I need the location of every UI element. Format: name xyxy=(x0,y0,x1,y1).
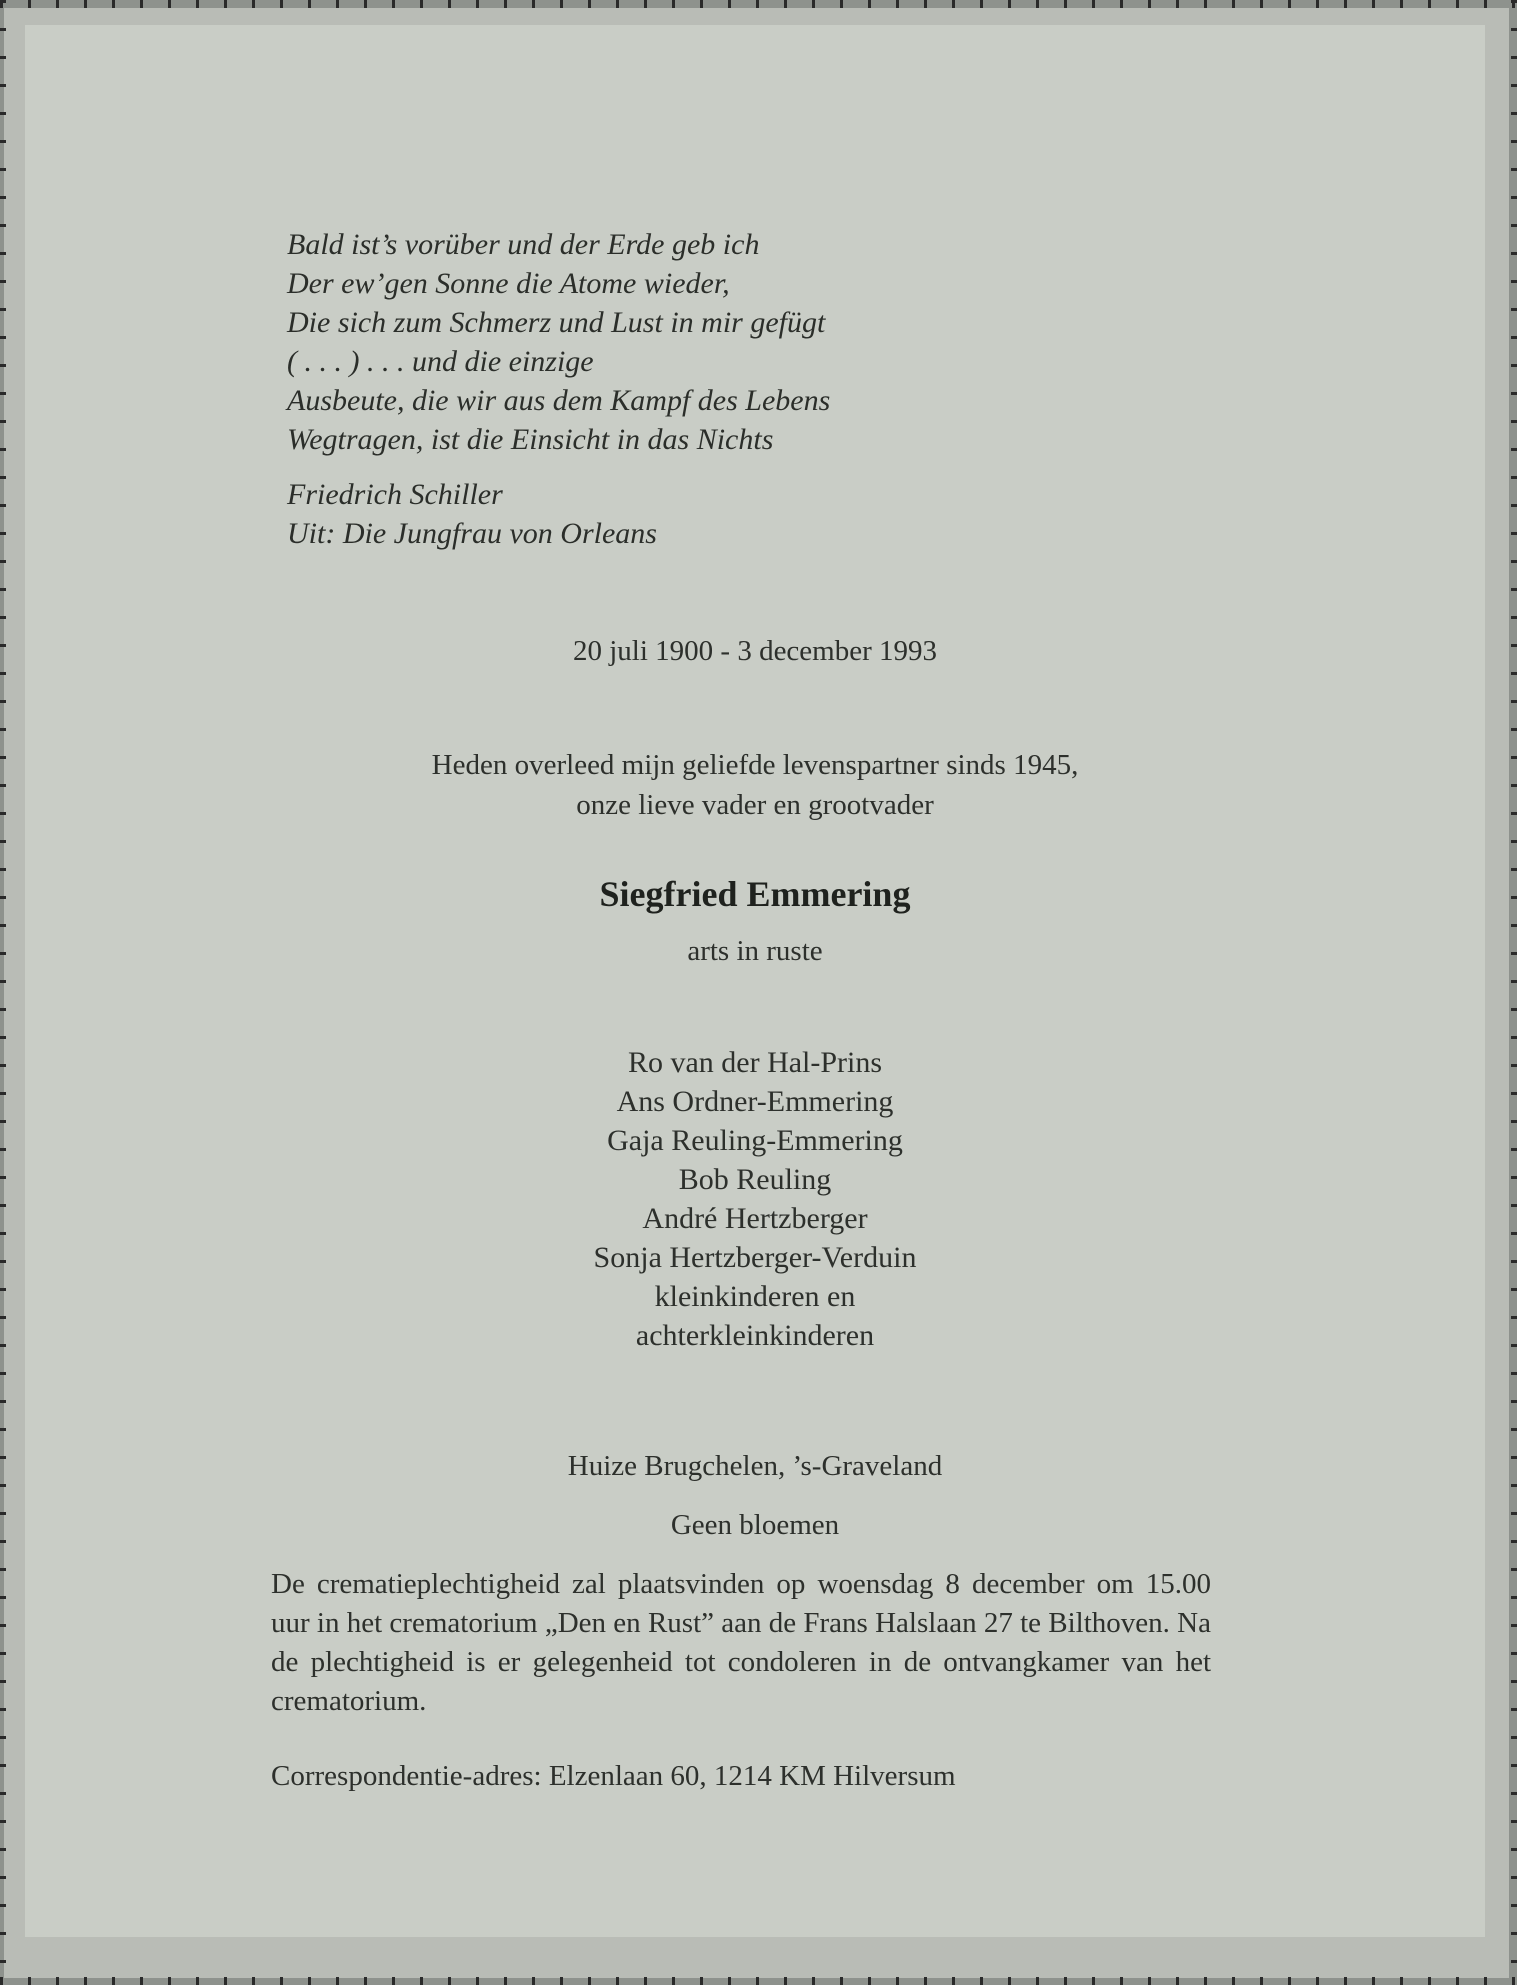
scale-ruler-left xyxy=(0,0,6,1985)
scale-ruler-bottom xyxy=(0,1977,1517,1985)
cremation-paragraph: De crematieplechtigheid zal plaatsvinden op woensdag 8 december om 15.00 uur in het crematorium „Den en Rust” aan de Frans Halslaan 27 te Bilthoven. Na de plechtigheid is er gelegenheid tot condoleren in de ontvangkamer van het crematorium. xyxy=(271,1568,1211,1717)
announcement xyxy=(25,745,1485,825)
correspondence-address: Correspondentie-adres: Elzenlaan 60, 1214 KM Hilversum xyxy=(271,1760,956,1792)
poem-line: Wegtragen, ist die Einsicht in das Nichts xyxy=(287,423,774,456)
family-member: André Hertzberger xyxy=(642,1202,868,1235)
poem-line: Die sich zum Schmerz und Lust in mir gefügt xyxy=(287,306,826,339)
announcement-line: Heden overleed mijn geliefde levenspartner sinds 1945, xyxy=(431,749,1079,781)
scale-ruler-right xyxy=(1511,0,1517,1985)
family-member: Sonja Hertzberger-Verduin xyxy=(593,1241,917,1274)
life-dates: 20 juli 1900 - 3 december 1993 xyxy=(572,635,938,667)
poem-quote xyxy=(287,225,830,553)
family-member: Ro van der Hal-Prins xyxy=(627,1046,883,1079)
announcement-line: onze lieve vader en grootvader xyxy=(576,789,934,821)
poem-line: ( . . . ) . . . und die einzige xyxy=(287,345,594,378)
family-list xyxy=(25,1043,1485,1355)
poem-author: Friedrich Schiller xyxy=(287,478,503,511)
poem-line: Bald ist’s vorüber und der Erde geb ich xyxy=(287,228,760,261)
mourning-card xyxy=(25,25,1485,1937)
family-member: Gaja Reuling-Emmering xyxy=(607,1124,903,1157)
flowers-note: Geen bloemen xyxy=(670,1509,840,1541)
family-member: Ans Ordner-Emmering xyxy=(616,1085,894,1118)
poem-line: Ausbeute, die wir aus dem Kampf des Lebens xyxy=(287,384,831,417)
home-address: Huize Brugchelen, ’s-Graveland xyxy=(567,1450,943,1482)
family-member: kleinkinderen en xyxy=(654,1280,856,1313)
family-member: Bob Reuling xyxy=(678,1163,832,1196)
poem-source: Uit: Die Jungfrau von Orleans xyxy=(287,517,657,550)
deceased-title: arts in ruste xyxy=(687,935,823,967)
deceased-name: Siegfried Emmering xyxy=(599,874,911,914)
family-member: achterkleinkinderen xyxy=(635,1319,875,1352)
scale-ruler-top xyxy=(0,0,1517,8)
poem-line: Der ew’gen Sonne die Atome wieder, xyxy=(287,267,730,300)
